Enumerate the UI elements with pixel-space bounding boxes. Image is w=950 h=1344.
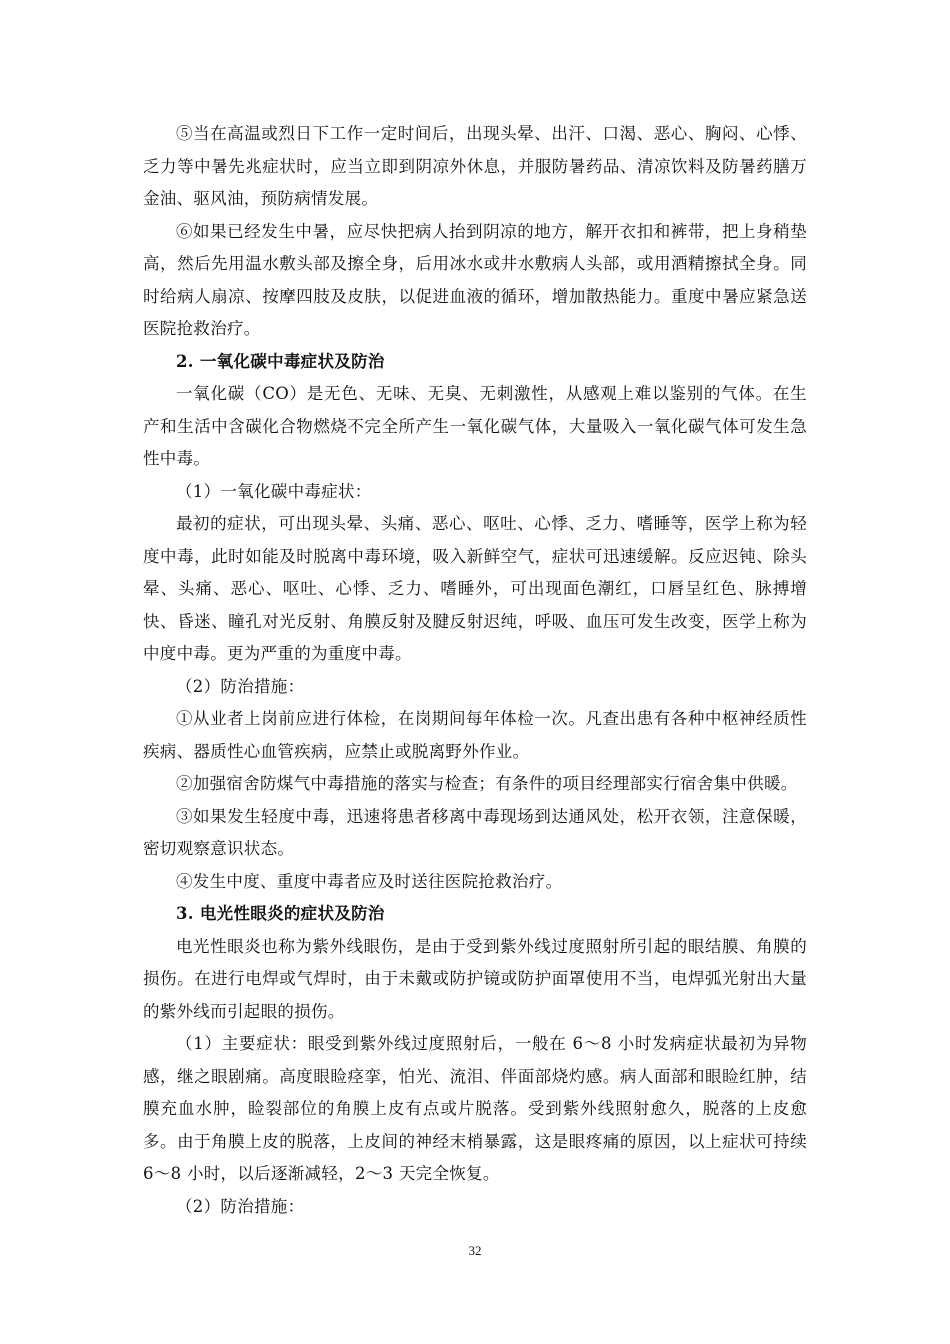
- paragraph-co-description: 一氧化碳（CO）是无色、无味、无臭、无刺激性，从感观上难以鉴别的气体。在生产和生活中含碳化合物燃烧不完全所产生一氧化碳气体，大量吸入一氧化碳气体可发生急性中毒。: [143, 384, 807, 468]
- subheading-electro-ophthalmia-prevention: （2）防治措施：: [176, 1196, 305, 1216]
- paragraph-co-prevention-1: ①从业者上岗前应进行体检，在岗期间每年体检一次。凡查出患有各种中枢神经质性疾病、器质性心血管疾病，应禁止或脱离野外作业。: [143, 709, 807, 761]
- paragraph-heatstroke-precursor: ⑤当在高温或烈日下工作一定时间后，出现头晕、出汗、口渴、恶心、胸闷、心悸、乏力等中暑先兆症状时，应当立即到阴凉外休息，并服防暑药品、清凉饮料及防暑药膳万金油、驱风油，预防病情发展。: [143, 124, 807, 208]
- section-heading-electro-ophthalmia: 3. 电光性眼炎的症状及防治: [176, 904, 385, 923]
- paragraph-co-symptoms: 最初的症状，可出现头晕、头痛、恶心、呕吐、心悸、乏力、嗜睡等，医学上称为轻度中毒，此时如能及时脱离中毒环境，吸入新鲜空气，症状可迅速缓解。反应迟钝、除头晕、头痛、恶心、呕吐、心悸、乏力、嗜睡外，可出现面色潮红，口唇呈红色、脉搏增快、昏迷、瞳孔对光反射、角膜反射及腱反射迟纯，呼吸、血压可发生改变，医学上称为中度中毒。更为严重的为重度中毒。: [143, 514, 807, 663]
- section-heading-co-poisoning: 2. 一氧化碳中毒症状及防治: [176, 351, 385, 371]
- body-text: [143, 118, 807, 1223]
- paragraph-co-prevention-3: ③如果发生轻度中毒，迅速将患者移离中毒现场到达通风处，松开衣领，注意保暖，密切观察意识状态。: [143, 806, 807, 858]
- paragraph-co-prevention-2: ②加强宿舍防煤气中毒措施的落实与检查；有条件的项目经理部实行宿舍集中供暖。: [176, 774, 798, 793]
- paragraph-heatstroke-treatment: ⑥如果已经发生中暑，应尽快把病人抬到阴凉的地方，解开衣扣和裤带，把上身稍垫高，然后先用温水敷头部及擦全身，后用冰水或井水敷病人头部，或用酒精擦拭全身。同时给病人扇凉、按摩四肢及皮肤，以促进血液的循环，增加散热能力。重度中暑应紧急送医院抢救治疗。: [143, 221, 807, 338]
- subheading-co-prevention: （2）防治措施：: [176, 676, 305, 696]
- paragraph-electro-ophthalmia-symptoms: （1）主要症状：眼受到紫外线过度照射后，一般在 6～8 小时发病症状最初为异物感，继之眼剧痛。高度眼睑痉挛，怕光、流泪、伴面部烧灼感。病人面部和眼睑红肿，结膜充血水肿，睑裂部位的角膜上皮有点或片脱落。受到紫外线照射愈久，脱落的上皮愈多。由于角膜上皮的脱落，上皮间的神经末梢暴露，这是眼疼痛的原因，以上症状可持续 6～8 小时，以后逐渐减轻，2～3 天完全恢复。: [143, 1034, 807, 1183]
- subheading-co-symptoms: （1）一氧化碳中毒症状：: [176, 481, 372, 501]
- page-number: 32: [468, 1243, 482, 1258]
- paragraph-electro-ophthalmia-description: 电光性眼炎也称为紫外线眼伤，是由于受到紫外线过度照射所引起的眼结膜、角膜的损伤。在进行电焊或气焊时，由于未戴或防护镜或防护面罩使用不当，电焊弧光射出大量的紫外线而引起眼的损伤。: [143, 936, 807, 1021]
- paragraph-co-prevention-4: ④发生中度、重度中毒者应及时送往医院抢救治疗。: [176, 871, 563, 891]
